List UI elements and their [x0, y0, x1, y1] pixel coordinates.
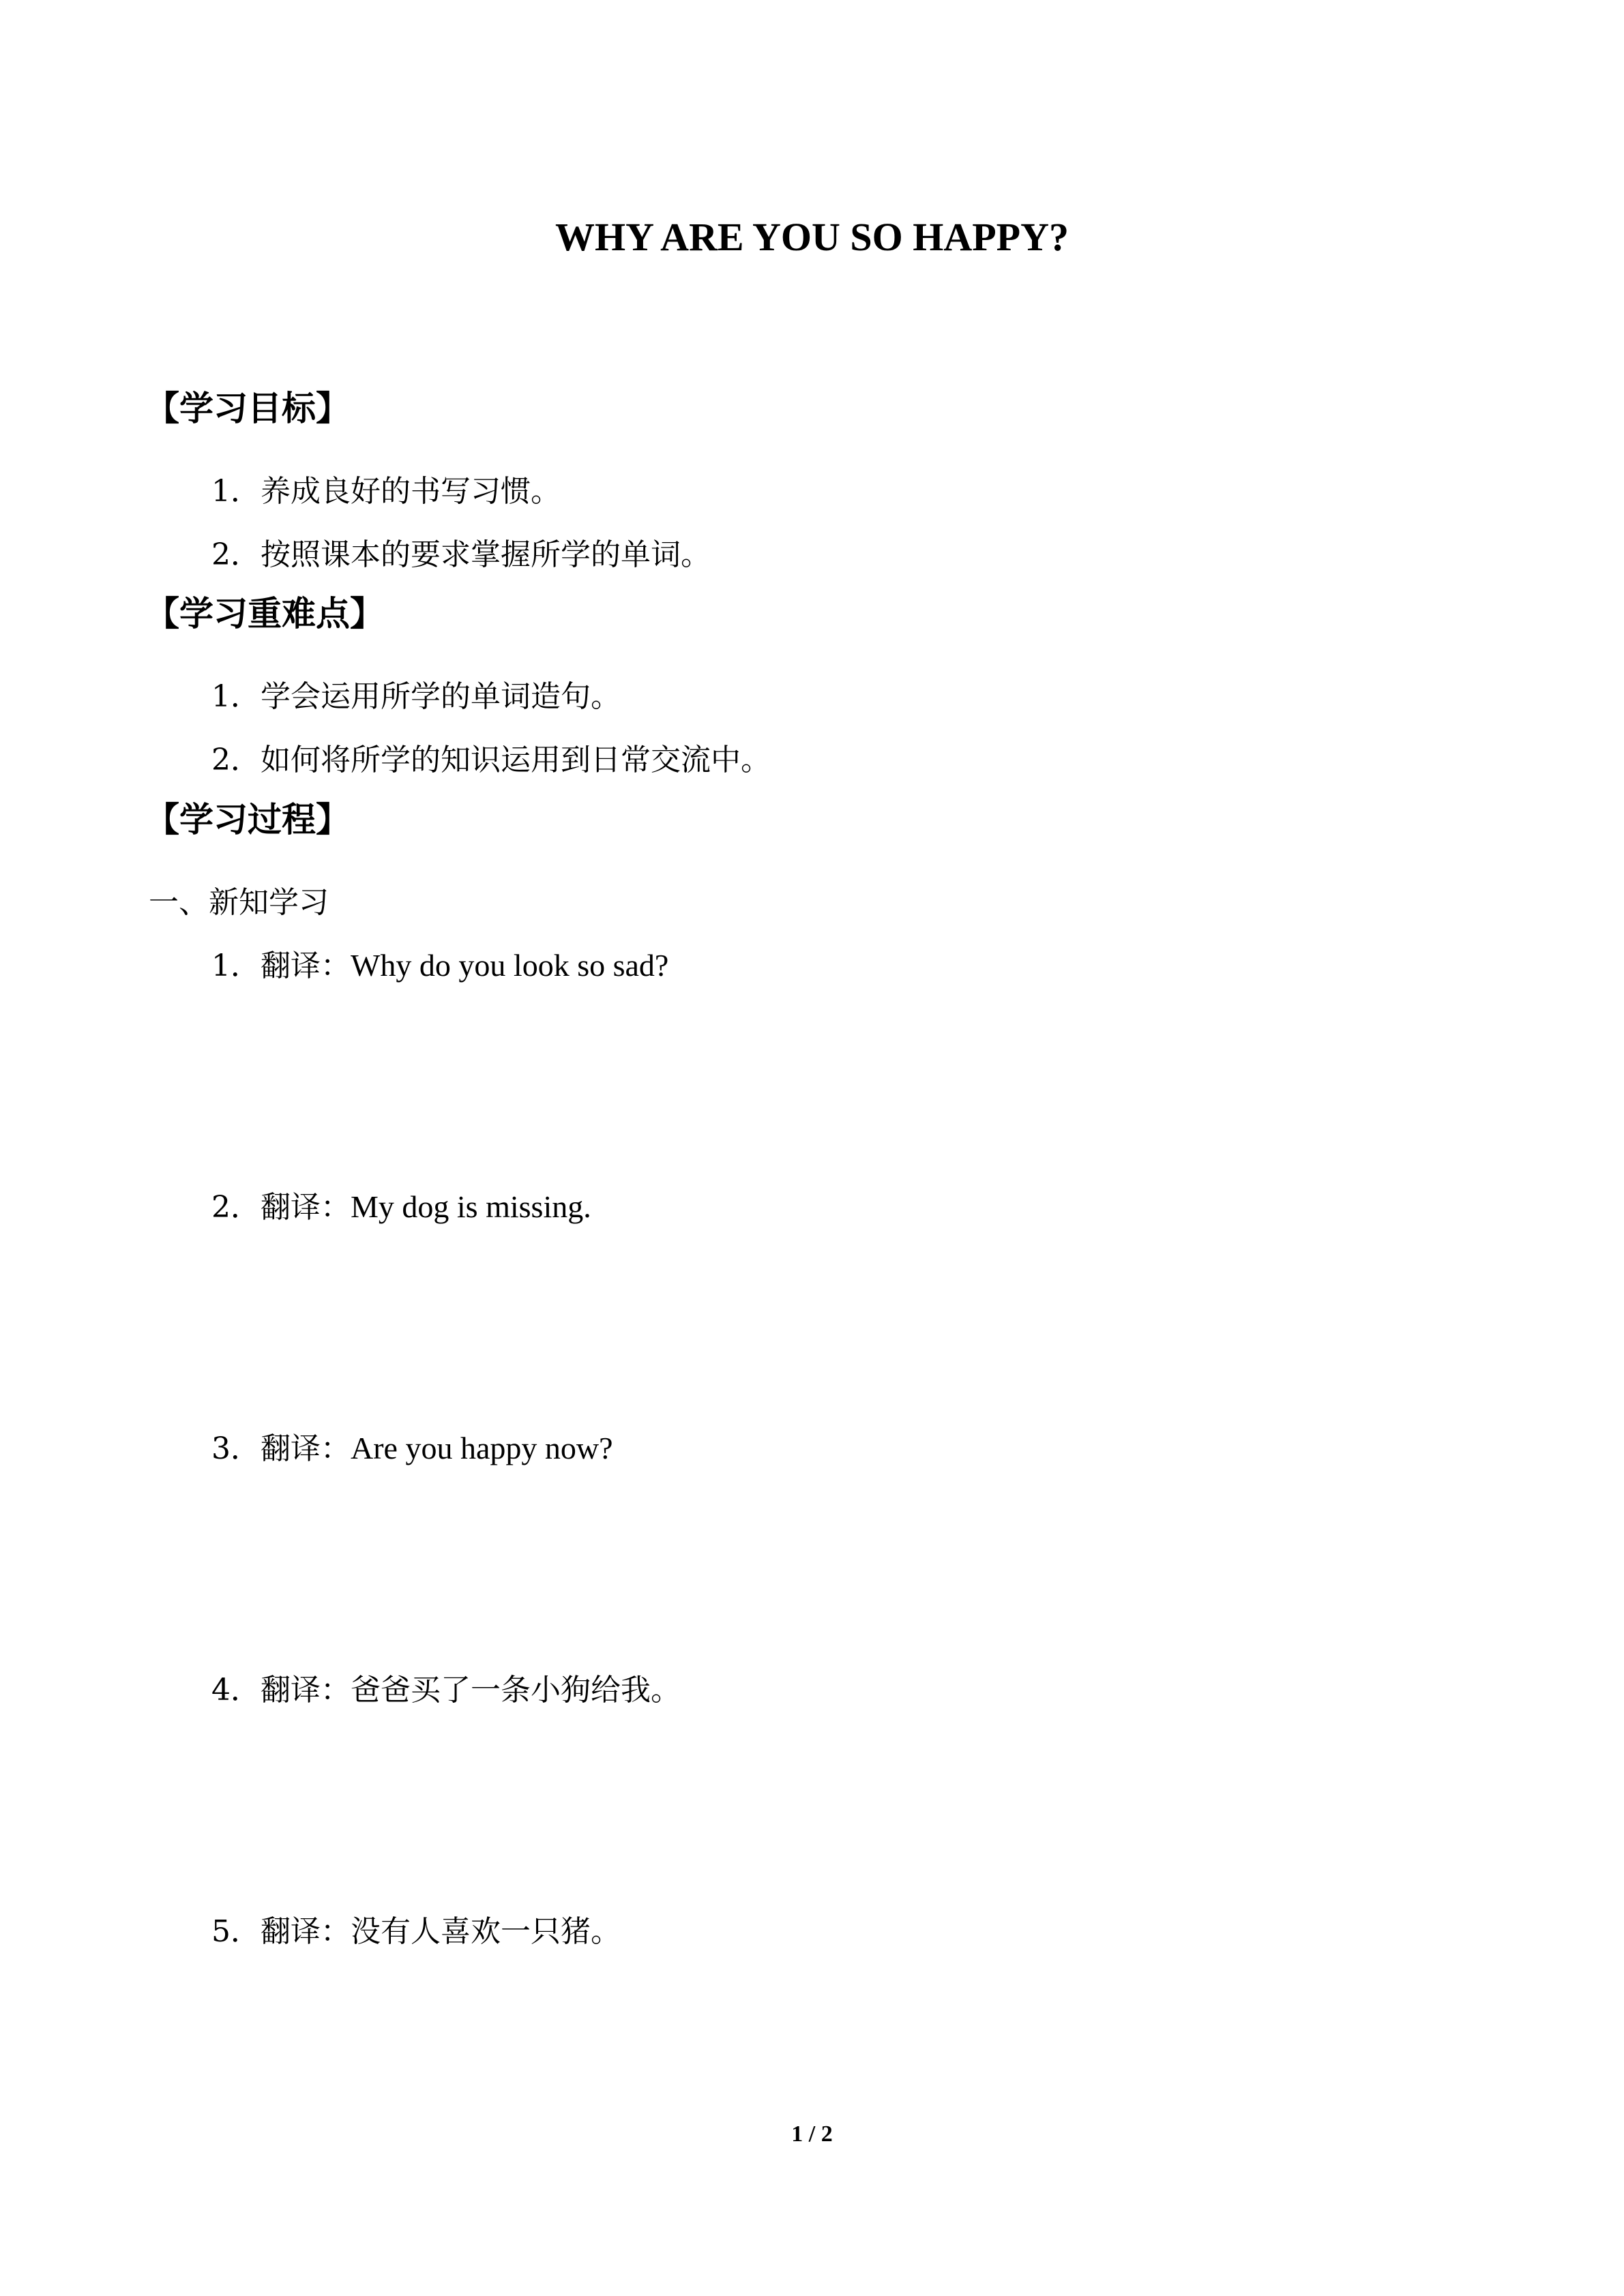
exercise-number: 4．	[211, 1673, 261, 1708]
exercise-text: 没有人喜欢一只猪。	[351, 1914, 621, 1949]
objectives-heading: 【学习目标】	[145, 389, 350, 428]
exercise-text: 爸爸买了一条小狗给我。	[351, 1673, 681, 1708]
document-title: WHY ARE YOU SO HAPPY?	[555, 215, 1069, 259]
objective-item	[211, 535, 711, 575]
exercise-prefix: 翻译：	[261, 1673, 351, 1708]
exercise-item	[211, 1671, 681, 1710]
exercise-item	[211, 1429, 613, 1469]
exercise-text: Are you happy now?	[351, 1431, 613, 1465]
exercise-prefix: 翻译：	[261, 1431, 351, 1466]
exercise-number: 3．	[211, 1431, 261, 1466]
page-number: 1 / 2	[791, 2121, 833, 2147]
exercise-item	[211, 1187, 591, 1227]
objective-number: 1．	[211, 474, 261, 509]
exercise-prefix: 翻译：	[261, 1190, 351, 1225]
exercise-number: 1．	[211, 949, 261, 983]
key-point-number: 2．	[211, 743, 261, 777]
key-points-heading: 【学习重难点】	[145, 594, 384, 633]
objective-item	[211, 472, 561, 511]
objective-text: 按照课本的要求掌握所学的单词。	[261, 537, 711, 572]
exercise-item	[211, 1912, 621, 1952]
exercise-prefix: 翻译：	[261, 1914, 351, 1949]
objective-number: 2．	[211, 537, 261, 572]
exercise-number: 5．	[211, 1914, 261, 1949]
exercise-number: 2．	[211, 1190, 261, 1225]
exercise-item	[211, 946, 668, 986]
process-heading: 【学习过程】	[145, 800, 350, 839]
key-point-item	[211, 741, 771, 780]
objective-text: 养成良好的书写习惯。	[261, 474, 561, 509]
exercise-text: My dog is missing.	[351, 1189, 591, 1224]
exercise-prefix: 翻译：	[261, 949, 351, 983]
key-point-item	[211, 677, 621, 717]
section-label: 一、新知学习	[149, 885, 329, 920]
key-point-text: 如何将所学的知识运用到日常交流中。	[261, 743, 771, 777]
key-point-number: 1．	[211, 679, 261, 714]
key-point-text: 学会运用所学的单词造句。	[261, 679, 621, 714]
exercise-text: Why do you look so sad?	[351, 948, 669, 983]
